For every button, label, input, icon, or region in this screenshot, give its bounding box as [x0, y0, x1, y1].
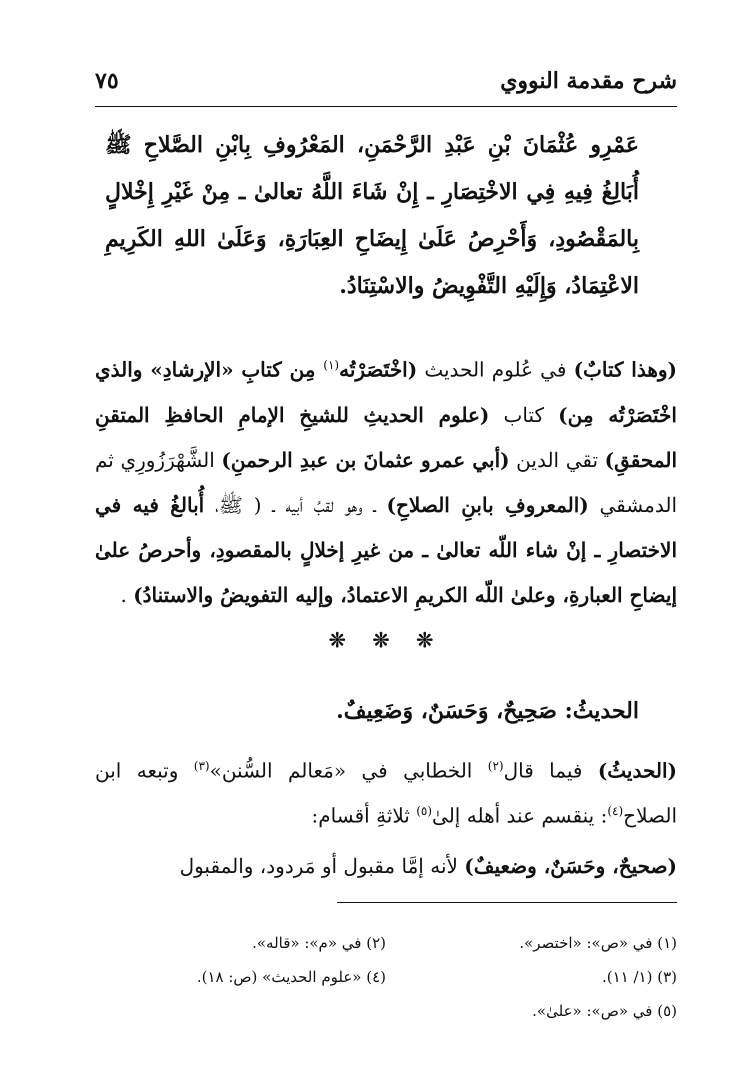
- bold-span: (المعروفِ بابنِ الصلاحِ): [386, 492, 589, 517]
- footnote-2: (٢) في «م»: «قاله».: [252, 934, 386, 952]
- text-span: وتبعه ابن الصلاح: [95, 758, 677, 828]
- text-span: .: [120, 582, 134, 607]
- bold-span: مِن كتابِ «الإرشادِ» والذي اخْتَصَرْتُه مِن): [95, 357, 677, 427]
- text-span: : ينقسم عند أهله إلىٰ: [432, 803, 608, 828]
- running-header: [95, 62, 677, 107]
- commentary-paragraph-3: [95, 846, 677, 886]
- bold-span: (اخْتَصَرْتُه: [339, 357, 418, 382]
- text-span: في عُلوم الحديث: [417, 357, 574, 382]
- footnote-ref[interactable]: (٥): [416, 803, 433, 818]
- commentary-paragraph-1: [95, 343, 677, 618]
- bold-span: (صحيحٌ، وحَسَنٌ، وضعيفٌ): [464, 854, 677, 878]
- footnote-3: (٣) (١/ ١١).: [601, 968, 677, 986]
- footnote-row: [95, 926, 677, 960]
- footnotes: [95, 926, 677, 1028]
- page-number: ٧٥: [95, 68, 119, 94]
- running-title: شرح مقدمة النووي: [500, 68, 677, 94]
- footnote-row: [95, 960, 677, 994]
- text-span: ثلاثةِ أقسام:: [311, 803, 417, 828]
- text-span: كتاب: [489, 402, 559, 427]
- bold-span: (وهذا كتابٌ): [573, 357, 677, 382]
- footnote-row: [95, 994, 677, 1028]
- bold-span: (أبي عمرو عثمانَ بن عبدِ الرحمنِ): [221, 447, 510, 472]
- bold-span: (علوم الحديثِ للشيخِ الإمامِ الحافظِ المتقنِ المحققِ): [95, 402, 678, 472]
- footnote-ref[interactable]: (١): [323, 358, 340, 372]
- footnote-ref[interactable]: (٢): [487, 759, 504, 773]
- text-span: الشَّهْرَزُورِي ثم الدمشقي: [95, 447, 678, 517]
- text-span: ـ وهو لقبُ أبيه ـ ( ﷺ،: [204, 492, 387, 517]
- section-separator: ❊ ❊ ❊: [328, 628, 444, 652]
- section-heading: الحديثُ: صَحِيحٌ، وَحَسَنٌ، وَضَعِيفٌ.: [336, 698, 639, 724]
- footnote-ref[interactable]: (٤): [607, 803, 624, 818]
- footnote-4: (٤) «علوم الحديث» (ص: ١٨).: [196, 968, 386, 986]
- footnote-1: (١) في «ص»: «اختصر».: [519, 934, 677, 952]
- text-span: لأنه إمَّا مقبول أو مَردود، والمقبول: [179, 854, 465, 878]
- text-span: فيما قال: [503, 758, 598, 783]
- footnote-5: (٥) في «ص»: «علىٰ».: [532, 1002, 677, 1020]
- footnote-divider: [337, 902, 677, 903]
- text-span: تقي الدين: [509, 447, 605, 472]
- matn-text: عَمْرِو عُثْمَانَ بْنِ عَبْدِ الرَّحْمَنِ، المَعْرُوفِ بِابْنِ الصَّلاحِ ﷺ أُبَالِغُ فِيهِ فِي الاخْتِصَارِ ـ إِنْ شَاءَ اللَّهُ تعالىٰ ـ مِنْ غَيْرِ إِخْلالٍ بِالمَقْصُودِ، وَأَحْرِصُ عَلَىٰ إِيضَاحِ العِبَارَةِ، وَعَلَىٰ اللهِ الكَرِيمِ الاعْتِمَادُ، وَإِلَيْهِ التَّفْوِيضُ والاسْتِنَادُ.: [105, 132, 639, 299]
- commentary-paragraph-2: [95, 746, 677, 835]
- footnote-ref[interactable]: (٣): [193, 759, 210, 773]
- bold-span: أُبالغُ فيه في الاختصارِ ـ إنْ شاء اللّه تعالىٰ ـ من غيرِ إخلالٍ بالمقصودِ، وأحرصُ علىٰ إيضاحِ العبارةِ، وعلىٰ اللّه الكريمِ الاعتمادُ، وإليه التفويضُ والاستنادُ): [95, 492, 677, 607]
- bold-span: (الحديثُ): [597, 758, 678, 783]
- text-span: الخطابي في «مَعالم السُّنن»: [209, 758, 488, 783]
